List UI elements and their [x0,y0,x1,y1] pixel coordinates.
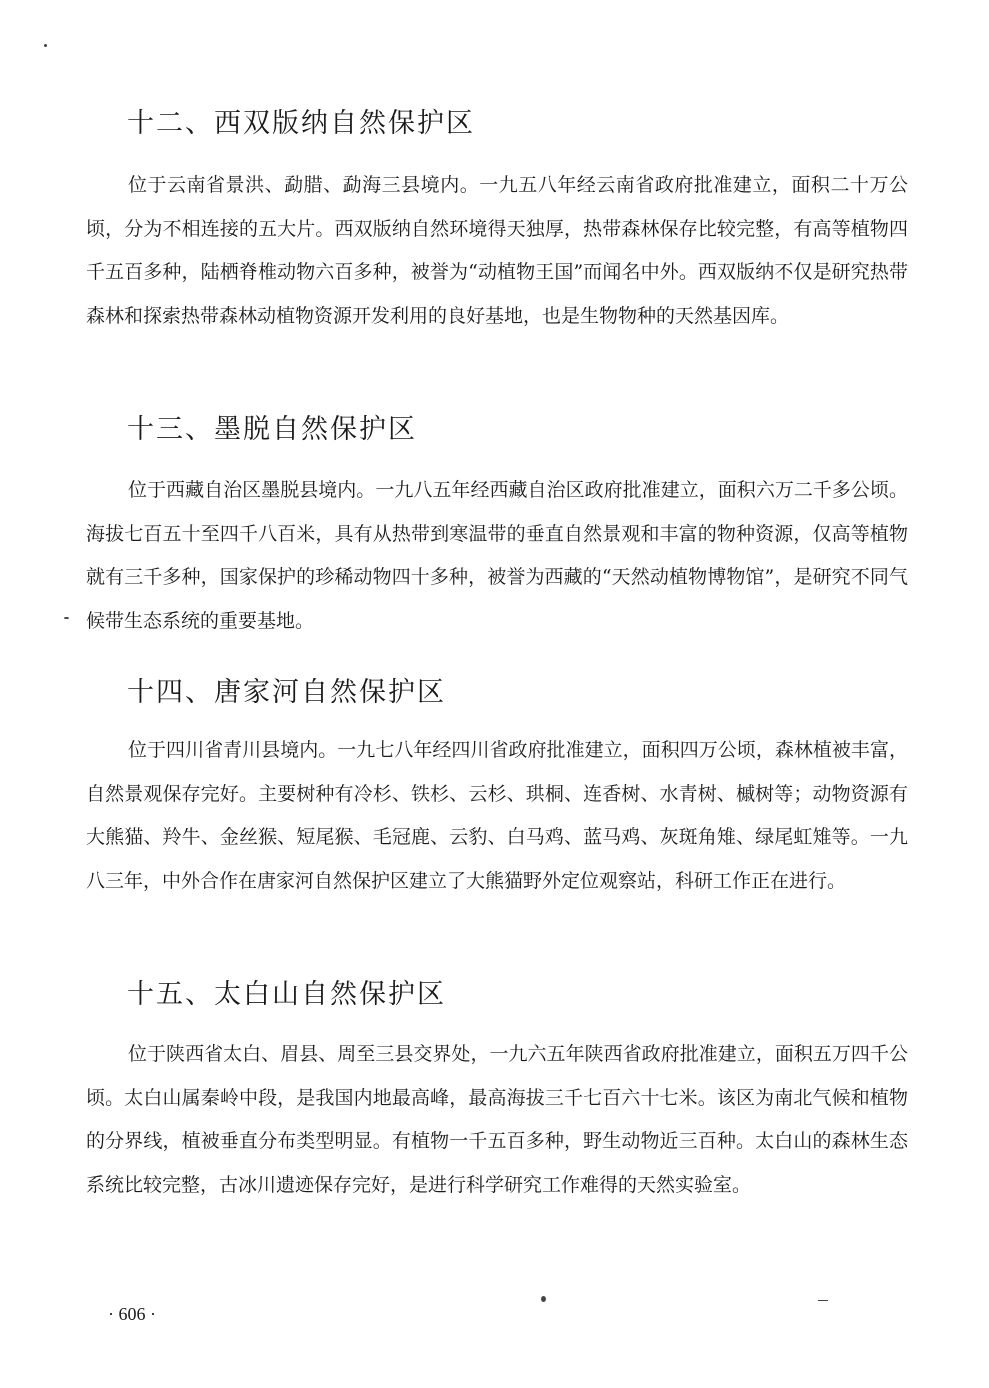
section-body-xishuangbanna: 位于云南省景洪、勐腊、勐海三县境内。一九五八年经云南省政府批准建立，面积二十万公顷，分为不相连接的五大片。西双版纳自然环境得天独厚，热带森林保存比较完整，有高等植物四千五百多种，陆栖脊椎动物六百多种，被誉为“动植物王国”而闻名中外。西双版纳不仅是研究热带森林和探索热带森林动植物资源开发利用的良好基地，也是生物物种的天然基因库。 [86,174,908,327]
scan-speck [818,1300,828,1301]
scan-speck [44,44,47,47]
section-title-taibaishan: 十五、太白山自然保护区 [127,979,446,1010]
scan-speck [64,617,69,619]
page-number: · 606 · [108,1304,156,1324]
section-body-taibaishan: 位于陕西省太白、眉县、周至三县交界处，一九六五年陕西省政府批准建立，面积五万四千公顷。太白山属秦岭中段，是我国内地最高峰，最高海拔三千七百六十七米。该区为南北气候和植物的分界线，植被垂直分布类型明显。有植物一千五百多种，野生动物近三百种。太白山的森林生态系统比较完整，古冰川遗迹保存完好，是进行科学研究工作难得的天然实验室。 [86,1043,908,1196]
section-body-tangjiahe: 位于四川省青川县境内。一九七八年经四川省政府批准建立，面积四万公顷，森林植被丰富，自然景观保存完好。主要树种有冷杉、铁杉、云杉、珙桐、连香树、水青树、槭树等；动物资源有大熊猫、羚牛、金丝猴、短尾猴、毛冠鹿、云豹、白马鸡、蓝马鸡、灰斑角雉、绿尾虹雉等。一九八三年，中外合作在唐家河自然保护区建立了大熊猫野外定位观察站，科研工作正在进行。 [86,739,908,892]
section-title-motuo: 十三、墨脱自然保护区 [127,414,417,445]
section-body-motuo: 位于西藏自治区墨脱县境内。一九八五年经西藏自治区政府批准建立，面积六万二千多公顷。海拔七百五十至四千八百米，具有从热带到寒温带的垂直自然景观和丰富的物种资源，仅高等植物就有三千多种，国家保护的珍稀动物四十多种，被誉为西藏的“天然动植物博物馆”，是研究不同气候带生态系统的重要基地。 [86,479,908,632]
section-title-tangjiahe: 十四、唐家河自然保护区 [127,677,446,708]
scan-speck [541,1296,546,1302]
section-title-xishuangbanna: 十二、西双版纳自然保护区 [127,108,475,139]
